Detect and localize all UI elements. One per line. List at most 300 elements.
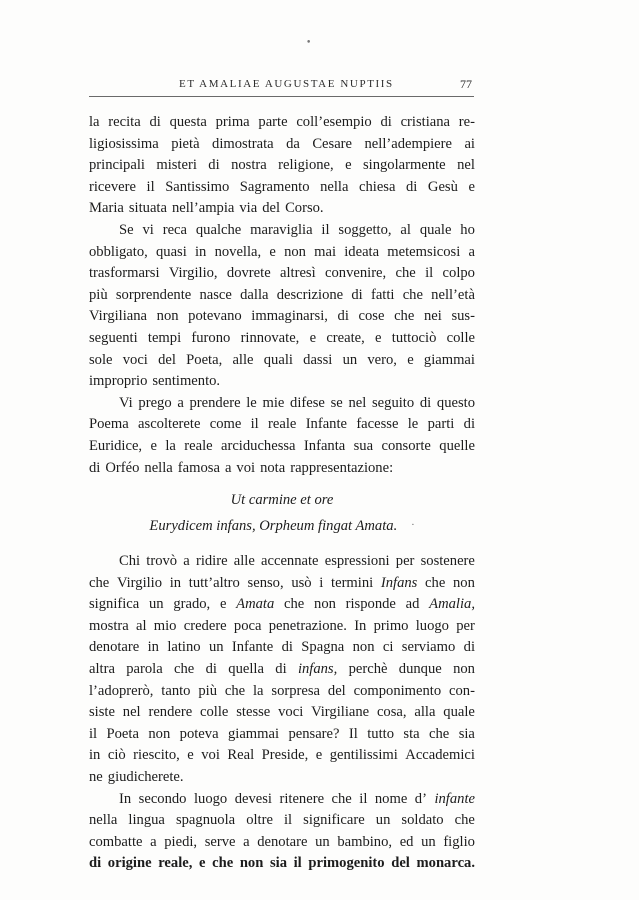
word: denotare: [89, 639, 140, 656]
word: difese: [290, 394, 325, 411]
text-line: [89, 414, 475, 436]
word: a: [243, 833, 250, 850]
word: combatte: [89, 833, 143, 850]
word: il: [425, 265, 434, 282]
word: colle: [200, 704, 229, 721]
word: ci: [382, 639, 394, 656]
word: d’: [414, 790, 427, 807]
text-line: [89, 637, 475, 659]
word: non: [156, 308, 179, 325]
word: che: [425, 574, 446, 591]
body-text: [89, 112, 475, 875]
word: recita: [108, 114, 141, 130]
word: furono: [191, 329, 231, 346]
word: voi: [236, 459, 256, 476]
word: di: [351, 286, 363, 303]
word: del: [391, 855, 410, 872]
word: un: [315, 833, 330, 850]
word: sostenere: [420, 553, 475, 570]
text-line: [89, 767, 475, 789]
word: lingua: [128, 812, 165, 829]
word: tanto: [161, 682, 191, 699]
word: bambino,: [337, 833, 393, 850]
word: rinnovate,: [240, 329, 300, 346]
word: vi: [142, 221, 154, 238]
word: Orféo: [105, 459, 140, 476]
text-line: [89, 789, 475, 811]
word: ad: [405, 596, 420, 613]
word: di: [419, 394, 432, 411]
word: a: [183, 553, 190, 570]
word: in: [89, 747, 101, 764]
word: un: [375, 812, 391, 829]
word: sentimento.: [152, 373, 221, 390]
word: e: [309, 329, 317, 346]
word: parola: [126, 661, 163, 678]
word: sta: [403, 725, 420, 742]
word: descrizione: [276, 286, 344, 303]
word: ed: [399, 833, 414, 850]
page-number: 77: [460, 77, 472, 91]
top-mark: •: [306, 38, 312, 48]
word: per: [456, 617, 475, 634]
word: a: [468, 243, 475, 260]
word: dimostrata: [212, 135, 274, 152]
word: oltre: [246, 812, 273, 829]
word: Poeta: [106, 725, 139, 742]
word: non: [453, 661, 475, 678]
word: Accademici: [405, 747, 475, 764]
word: famosa: [177, 459, 220, 476]
word: ne: [89, 769, 103, 786]
word: mai: [314, 243, 337, 260]
word: Real: [227, 747, 255, 764]
word: soldato: [401, 812, 444, 829]
word: altra: [89, 661, 115, 678]
text-line: [89, 112, 475, 134]
word: quale: [419, 221, 452, 238]
word: a: [150, 833, 157, 850]
word: nota: [260, 459, 286, 476]
word: la: [89, 114, 100, 130]
word: siste: [89, 704, 115, 721]
word: non: [453, 574, 475, 591]
word: di: [275, 661, 287, 678]
word: giammai: [423, 351, 475, 368]
word: grado,: [173, 596, 211, 613]
word: per: [395, 553, 415, 570]
word: quelle: [439, 437, 475, 454]
word: che: [429, 725, 450, 742]
word: dovrete: [226, 265, 271, 282]
word: poca: [233, 617, 262, 634]
paragraph-4: [89, 551, 475, 789]
text-line: [89, 659, 475, 681]
word: quasi: [155, 243, 187, 260]
word: che: [212, 855, 234, 872]
running-header: [89, 74, 474, 97]
word: il: [146, 178, 155, 195]
word: Cesare: [312, 135, 353, 152]
word: nell’adempiere: [364, 135, 452, 152]
word: luogo: [193, 790, 228, 807]
word: In: [354, 617, 367, 634]
word: ritenere: [279, 790, 325, 807]
word: credere: [183, 617, 227, 634]
word: prima: [215, 114, 250, 130]
verse-line-2: [89, 515, 475, 541]
word: Virgiliana: [89, 308, 148, 325]
word: ascolterete: [138, 416, 201, 433]
word: nella: [144, 459, 173, 476]
word: piedi,: [164, 833, 198, 850]
text-line: [89, 551, 475, 573]
word: un: [149, 596, 164, 613]
word: nell’ampia: [171, 200, 235, 217]
word: immaginarsi,: [251, 308, 328, 325]
word: situata: [128, 200, 167, 217]
word: di: [463, 639, 475, 656]
word: di: [406, 178, 418, 195]
word: arciduchessa: [220, 437, 296, 454]
word: via: [239, 200, 258, 217]
word: significa: [89, 596, 140, 613]
word: di: [281, 639, 293, 656]
word: dassi: [303, 351, 333, 368]
word: chiesa: [358, 178, 396, 195]
word: rappresentazione:: [290, 459, 394, 476]
text-line: [89, 681, 475, 703]
word: di: [208, 157, 220, 174]
word: del: [262, 200, 281, 217]
word: nostra: [231, 157, 267, 174]
word: luogo: [415, 617, 449, 634]
word: trasformarsi: [89, 265, 160, 282]
word: e: [269, 243, 276, 260]
text-line: [89, 832, 475, 854]
word: da: [286, 135, 300, 152]
word: le: [246, 394, 257, 411]
text-line: [89, 155, 475, 177]
word: pensare?: [288, 725, 340, 742]
word: e: [345, 157, 352, 174]
word: Virgilio: [116, 574, 163, 591]
word: termini: [331, 574, 374, 591]
word: e: [187, 747, 194, 764]
word: Gesù: [427, 178, 458, 195]
word: del: [327, 682, 346, 699]
word: che: [395, 265, 416, 282]
word: dunque: [398, 661, 442, 678]
word: colle: [446, 329, 475, 346]
word: il: [359, 790, 368, 807]
word: Infante: [305, 416, 348, 433]
word: di: [149, 114, 161, 130]
text-line: [89, 177, 475, 199]
word: risponde: [345, 596, 396, 613]
text-line: [89, 134, 475, 156]
word: origine: [107, 855, 152, 872]
word: create,: [326, 329, 365, 346]
word: ligiosissima: [89, 135, 159, 152]
word: misteri: [156, 157, 197, 174]
word: soggetto,: [338, 221, 392, 238]
word: secondo: [138, 790, 187, 807]
word: nel: [348, 394, 367, 411]
word: al: [135, 617, 147, 634]
word: in: [195, 243, 207, 260]
word: sua: [353, 437, 374, 454]
word: coll’esempio: [296, 114, 372, 130]
word: Se: [119, 221, 134, 238]
word: voci: [278, 704, 304, 721]
word: le: [407, 416, 419, 433]
word: nel: [122, 704, 141, 721]
word: il: [293, 855, 302, 872]
word: l’adoprerò,: [89, 682, 154, 699]
word: ho: [460, 221, 475, 238]
word: nel: [457, 157, 475, 174]
text-line: [89, 594, 475, 616]
word: che: [402, 286, 423, 303]
word: non: [148, 725, 171, 742]
word: latino: [167, 639, 201, 656]
paragraph-5: [89, 789, 475, 875]
word: di: [463, 416, 475, 433]
text-line: [89, 436, 475, 458]
word: nella: [89, 812, 118, 829]
word: spagnuola: [175, 812, 236, 829]
word: un: [342, 351, 358, 368]
word: potevano: [188, 308, 242, 325]
word: Infanta: [303, 437, 346, 454]
word: qualche: [195, 221, 242, 238]
word: Il: [348, 725, 358, 742]
word: usò: [291, 574, 312, 591]
text-line: [89, 458, 475, 480]
word: ai: [464, 135, 475, 152]
text-line: [89, 853, 475, 875]
word: nasce: [199, 286, 232, 303]
word: Santissimo: [165, 178, 230, 195]
word: in: [169, 574, 182, 591]
word: sia: [458, 725, 475, 742]
word: non: [314, 596, 336, 613]
word: che: [174, 661, 195, 678]
word: singolarmente: [362, 157, 446, 174]
word: improprio: [89, 373, 148, 390]
word: che: [331, 790, 352, 807]
word: un: [208, 639, 224, 656]
word: pietà: [171, 135, 200, 152]
word: se: [330, 394, 343, 411]
word: tutt’altro: [188, 574, 240, 591]
word: trovò: [146, 553, 178, 570]
word: accennate: [261, 553, 319, 570]
word: Chi: [119, 553, 141, 570]
word: prego: [138, 394, 172, 411]
word: giammai: [227, 725, 280, 742]
word: fatti: [370, 286, 395, 303]
word: parte: [258, 114, 288, 130]
word: questa: [169, 114, 207, 130]
word: gentilissimi: [329, 747, 398, 764]
word: sole: [89, 351, 113, 368]
word: cose: [358, 308, 385, 325]
word: che: [284, 596, 305, 613]
word: quella: [228, 661, 264, 678]
word: di: [205, 661, 217, 678]
word: il: [250, 416, 259, 433]
word: primogenito: [308, 855, 385, 872]
word: Preside,: [261, 747, 309, 764]
word: Virgiliane: [311, 704, 370, 721]
word: al: [400, 221, 411, 238]
word: ideata: [344, 243, 380, 260]
word: e: [150, 437, 157, 454]
word: Euridice,: [89, 437, 143, 454]
word: Sagramento: [239, 178, 310, 195]
italic-word: infans,: [297, 661, 338, 678]
word: stesse: [236, 704, 271, 721]
word: significare: [303, 812, 365, 829]
paragraph-3: [89, 393, 475, 479]
word: monarca.: [416, 855, 475, 872]
italic-word: Amata: [236, 596, 275, 613]
word: consorte: [381, 437, 431, 454]
word: di: [337, 308, 349, 325]
word: cristiana: [400, 114, 451, 130]
word: serviamo: [401, 639, 456, 656]
word: come: [209, 416, 242, 433]
word: riescito,: [133, 747, 180, 764]
word: la: [165, 437, 176, 454]
word: mie: [262, 394, 285, 411]
word: del: [158, 351, 176, 368]
word: ciò: [107, 747, 126, 764]
word: più: [89, 286, 108, 303]
word: convenire,: [325, 265, 387, 282]
word: e: [199, 855, 206, 872]
text-line: [89, 724, 475, 746]
text-line: [89, 745, 475, 767]
word: metemsicosi: [387, 243, 461, 260]
word: figlio: [443, 833, 475, 850]
italic-word: Amalia,: [429, 596, 475, 613]
word: ricevere: [89, 178, 136, 195]
word: sorprendente: [115, 286, 192, 303]
word: a: [224, 459, 232, 476]
word: più: [198, 682, 217, 699]
word: mio: [153, 617, 177, 634]
word: il: [283, 812, 293, 829]
word: Spagna: [301, 639, 345, 656]
word: perchè: [348, 661, 388, 678]
word: non: [352, 639, 375, 656]
word: facesse: [356, 416, 399, 433]
word: la: [252, 682, 264, 699]
word: e: [315, 747, 323, 764]
word: il: [321, 221, 330, 238]
word: tempi: [147, 329, 182, 346]
word: un: [421, 833, 436, 850]
italic-word: infante: [434, 790, 475, 807]
running-title: ET AMALIAE AUGUSTAE NUPTIIS: [179, 78, 394, 90]
word: religione,: [278, 157, 334, 174]
word: il: [89, 725, 98, 742]
word: alle: [232, 351, 254, 368]
text-line: [89, 328, 475, 350]
word: voci: [122, 351, 148, 368]
word: Infante: [231, 639, 274, 656]
word: a: [177, 394, 184, 411]
word: questo: [436, 394, 475, 411]
word: di: [89, 855, 102, 872]
word: espressioni: [324, 553, 390, 570]
word: denotare: [257, 833, 308, 850]
word: giudicherete.: [107, 769, 184, 786]
word: e: [375, 329, 382, 346]
word: quali: [263, 351, 293, 368]
word: alla: [414, 704, 436, 721]
word: obbligato,: [89, 243, 148, 260]
word: Poeta,: [186, 351, 223, 368]
verse-line-1: [89, 489, 475, 515]
text-line: [89, 371, 475, 393]
word: componimento: [353, 682, 442, 699]
text-line: [89, 393, 475, 415]
word: voi: [201, 747, 220, 764]
text-line: [89, 285, 475, 307]
word: quale: [443, 704, 475, 721]
word: maraviglia: [250, 221, 313, 238]
word: di: [89, 459, 101, 476]
word: penetrazione.: [268, 617, 347, 634]
word: nella: [320, 178, 349, 195]
word: non: [284, 243, 306, 260]
word: devesi: [234, 790, 272, 807]
word: serve: [204, 833, 236, 850]
word: ridire: [195, 553, 228, 570]
word: reale: [184, 437, 213, 454]
word: primo: [373, 617, 409, 634]
word: sia: [269, 855, 287, 872]
text-line: [89, 616, 475, 638]
word: novella,: [214, 243, 262, 260]
word: che: [89, 574, 110, 591]
word: poteva: [179, 725, 219, 742]
word: vero,: [367, 351, 397, 368]
word: seguito: [371, 394, 415, 411]
word: prendere: [189, 394, 241, 411]
text-line: [89, 573, 475, 595]
verse-line-1-text: Ut carmine et ore: [230, 492, 334, 509]
text-line: [89, 263, 475, 285]
word: e: [219, 596, 227, 613]
word: dalla: [240, 286, 269, 303]
word: seguenti: [89, 329, 138, 346]
word: tutto: [367, 725, 394, 742]
word: che: [224, 682, 246, 699]
text-line: [89, 350, 475, 372]
word: sorpresa: [271, 682, 321, 699]
word: parti: [427, 416, 455, 433]
word: alle: [233, 553, 255, 570]
word: non: [239, 855, 264, 872]
word: mostra: [89, 617, 129, 634]
word: Corso.: [285, 200, 324, 217]
word: in: [147, 639, 159, 656]
